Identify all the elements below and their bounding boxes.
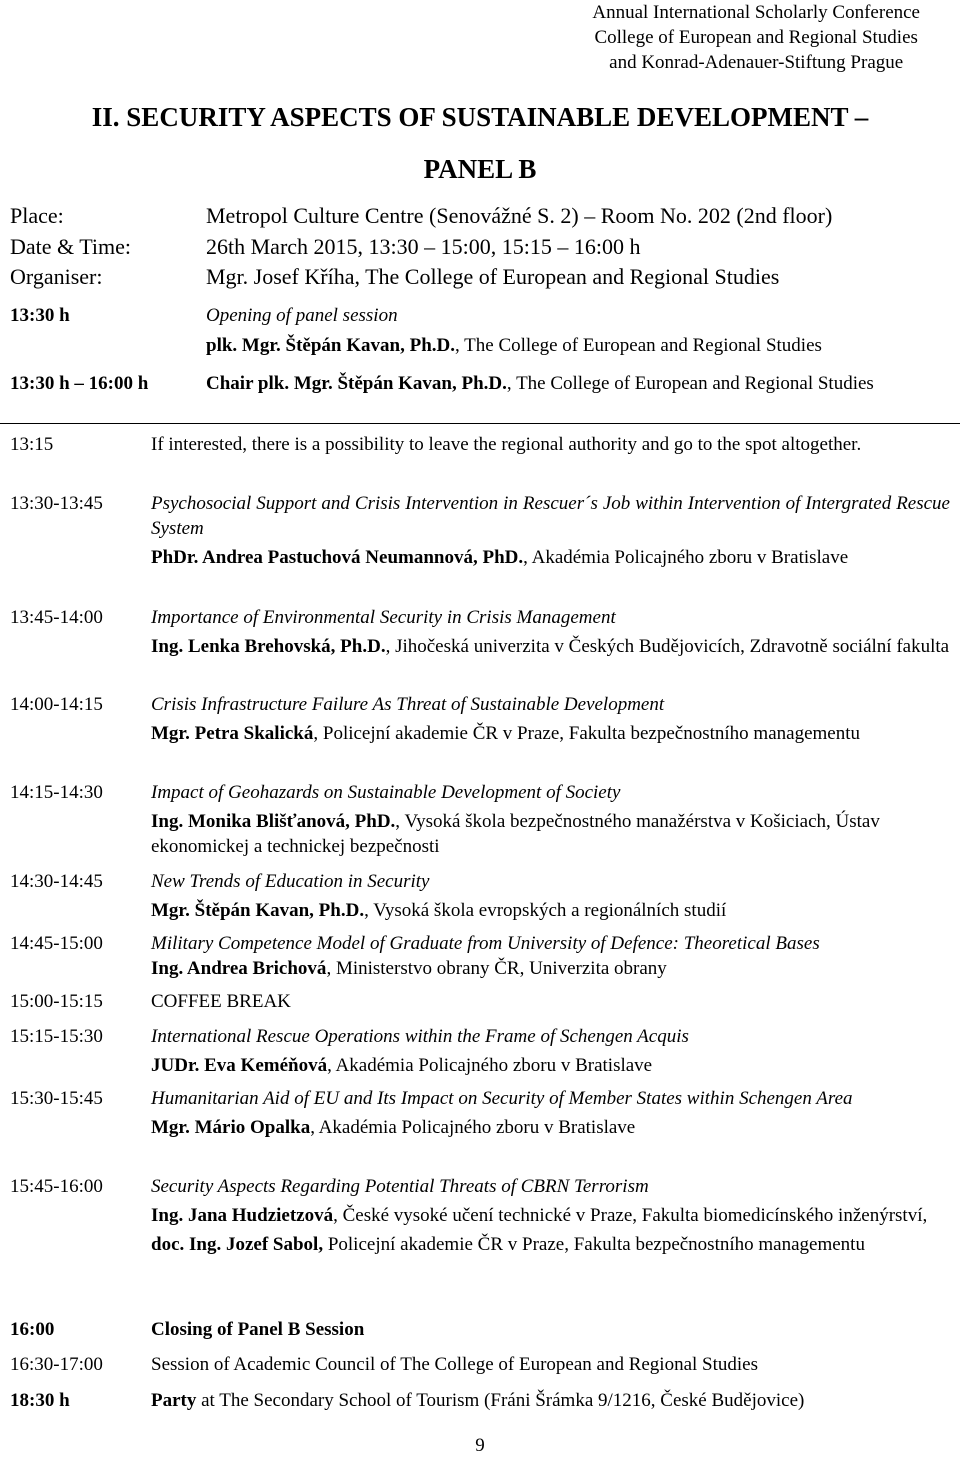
section-title: II. SECURITY ASPECTS OF SUSTAINABLE DEVELOPMENT – — [91, 102, 869, 132]
organiser-label: Organiser: — [10, 264, 103, 289]
chair-speaker: Chair plk. Mgr. Štěpán Kavan, Ph.D. — [206, 373, 507, 394]
conference-header — [592, 0, 920, 75]
panel-title: PANEL B — [423, 154, 537, 184]
datetime-label: Date & Time: — [10, 234, 132, 259]
session-time: 13:45-14:00 — [10, 607, 103, 628]
closing-time: 16:00 — [10, 1319, 55, 1340]
session-speaker-2: doc. Ing. Jozef Sabol, — [151, 1234, 324, 1255]
header-line-1: Annual International Scholarly Conference — [592, 2, 920, 23]
session-time: 15:30-15:45 — [10, 1088, 103, 1109]
session-affiliation: , Ministerstvo obrany ČR, Univerzita obrany — [326, 958, 667, 979]
session-time: 14:45-15:00 — [10, 933, 103, 954]
session-title: Security Aspects Regarding Potential Threats of CBRN Terrorism — [151, 1176, 649, 1197]
session-affiliation-2: Policejní akademie ČR v Praze, Fakulta bezpečnostního managementu — [323, 1234, 865, 1255]
session-speaker: Mgr. Mário Opalka — [151, 1117, 311, 1138]
session-speaker: Mgr. Štěpán Kavan, Ph.D. — [151, 900, 365, 921]
chair-affiliation: , The College of European and Regional Studies — [506, 373, 874, 394]
opening-time: 13:30 h — [10, 305, 70, 326]
place-value: Metropol Culture Centre (Senovážné S. 2) – Room No. 202 (2nd floor) — [206, 203, 833, 228]
session-time: 14:30-14:45 — [10, 871, 103, 892]
council-time: 16:30-17:00 — [10, 1354, 103, 1375]
council-text: Session of Academic Council of The College of European and Regional Studies — [151, 1354, 758, 1375]
session-time: 14:15-14:30 — [10, 782, 103, 803]
session-content — [151, 1086, 950, 1140]
session-content — [151, 491, 950, 570]
opening-affiliation: , The College of European and Regional Studies — [455, 335, 822, 356]
header-line-2: College of European and Regional Studies — [594, 27, 918, 48]
session-speaker: Ing. Jana Hudzietzová — [151, 1205, 334, 1226]
session-affiliation: , Akadémia Policajného zboru v Bratislave — [523, 547, 849, 568]
session-time: 15:45-16:00 — [10, 1176, 103, 1197]
divider — [0, 423, 960, 424]
session-speaker: JUDr. Eva Keméňová — [151, 1055, 328, 1076]
session-time: 13:30-13:45 — [10, 493, 103, 514]
session-speaker: Ing. Andrea Brichová — [151, 958, 327, 979]
party-content — [151, 1388, 950, 1413]
session-time: 14:00-14:15 — [10, 694, 103, 715]
opening-content — [206, 303, 950, 358]
session-title: Importance of Environmental Security in Crisis Management — [151, 607, 616, 628]
session-title: Psychosocial Support and Crisis Intervention in Rescuer´s Job within Intervention of Intergrated Rescue System — [151, 493, 950, 539]
page-number: 9 — [475, 1435, 485, 1456]
session-affiliation: , Vysoká škola bezpečnostného manažérstva v Košiciach, Ústav ekonomickej a technickej bezpečnosti — [151, 811, 880, 857]
session-title: Impact of Geohazards on Sustainable Development of Society — [151, 782, 621, 803]
session-content — [151, 1174, 950, 1257]
chair-time: 13:30 h – 16:00 h — [10, 373, 149, 394]
organiser-value: Mgr. Josef Kříha, The College of European and Regional Studies — [206, 264, 780, 289]
session-title: Humanitarian Aid of EU and Its Impact on Security of Member States within Schengen Area — [151, 1088, 853, 1109]
session-title: New Trends of Education in Security — [151, 871, 430, 892]
session-speaker: Mgr. Petra Skalická — [151, 723, 314, 744]
party-text: at The Secondary School of Tourism (Fráni Šrámka 9/1216, České Budějovice) — [196, 1390, 805, 1411]
closing-text: Closing of Panel B Session — [151, 1319, 365, 1340]
session-affiliation: , Akadémia Policajného zboru v Bratislave — [327, 1055, 653, 1076]
session-time: 15:15-15:30 — [10, 1026, 103, 1047]
session-speaker: Ing. Lenka Brehovská, Ph.D. — [151, 636, 386, 657]
note-text: If interested, there is a possibility to leave the regional authority and go to the spot altogether. — [151, 434, 862, 455]
session-affiliation: , Vysoká škola evropských a regionálních studií — [364, 900, 727, 921]
party-label: Party — [151, 1390, 197, 1411]
session-content — [151, 692, 950, 746]
session-content — [151, 931, 950, 981]
session-content — [151, 869, 950, 923]
session-title: Military Competence Model of Graduate from University of Defence: Theoretical Bases — [151, 933, 820, 954]
session-speaker: PhDr. Andrea Pastuchová Neumannová, PhD. — [151, 547, 524, 568]
session-title: International Rescue Operations within the Frame of Schengen Acquis — [151, 1026, 689, 1047]
opening-title: Opening of panel session — [206, 305, 398, 326]
session-time: 15:00-15:15 — [10, 991, 103, 1012]
datetime-value: 26th March 2015, 13:30 – 15:00, 15:15 – 16:00 h — [206, 234, 641, 259]
session-content — [151, 780, 950, 859]
header-line-3: and Konrad-Adenauer-Stiftung Prague — [609, 52, 904, 73]
session-content — [151, 605, 950, 659]
session-affiliation: , Akadémia Policajného zboru v Bratislave — [310, 1117, 636, 1138]
session-affiliation: , Jihočeská univerzita v Českých Budějovicích, Zdravotně sociální fakulta — [385, 636, 950, 657]
session-speaker: Ing. Monika Blišťanová, PhD. — [151, 811, 396, 832]
chair-content — [206, 371, 950, 396]
session-affiliation: , České vysoké učení technické v Praze, Fakulta biomedicínského inženýrství, — [333, 1205, 928, 1226]
coffee-break-text: COFFEE BREAK — [151, 991, 291, 1012]
session-affiliation: , Policejní akademie ČR v Praze, Fakulta bezpečnostního managementu — [313, 723, 860, 744]
place-label: Place: — [10, 203, 64, 228]
opening-speaker: plk. Mgr. Štěpán Kavan, Ph.D. — [206, 335, 455, 356]
note-time: 13:15 — [10, 434, 54, 455]
party-time: 18:30 h — [10, 1390, 70, 1411]
session-content — [151, 1024, 950, 1078]
session-title: Crisis Infrastructure Failure As Threat of Sustainable Development — [151, 694, 665, 715]
